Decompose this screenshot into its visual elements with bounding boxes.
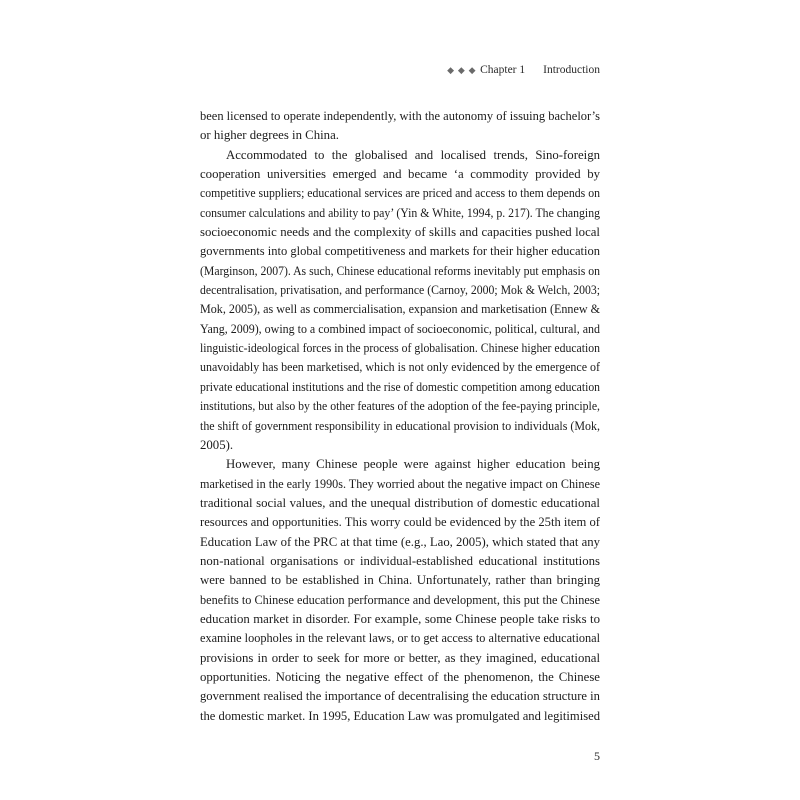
- page-number: 5: [594, 749, 600, 763]
- text-line-content: decentralisation, privatisation, and performance (Carnoy, 2000; Mok & Welch, 2003;: [200, 283, 600, 298]
- text-line: [200, 455, 600, 474]
- text-line: [200, 165, 600, 184]
- chapter-title: Introduction: [543, 64, 600, 76]
- text-line-content: opportunities. Noticing the negative effect of the phenomenon, the Chinese: [200, 669, 600, 684]
- text-line: [200, 107, 600, 126]
- text-line: [200, 339, 600, 358]
- text-line-content: education market in disorder. For example, some Chinese people take risks to: [200, 611, 600, 626]
- text-line: [200, 417, 600, 436]
- text-line-content: examine loopholes in the relevant laws, or to get access to alternative educational: [200, 631, 600, 646]
- text-line-content: institutions, but also by the other features of the adoption of the fee-paying principle,: [200, 399, 600, 414]
- text-line-content: unavoidably has been marketised, which is not only evidenced by the emergence of: [200, 360, 600, 375]
- text-line-content: provisions in order to seek for more or better, as they imagined, educational: [200, 650, 600, 665]
- text-line-content: the domestic market. In 1995, Education Law was promulgated and legitimised: [200, 708, 600, 723]
- text-line: [200, 242, 600, 261]
- text-line: [200, 591, 600, 610]
- text-line-content: the shift of government responsibility in educational provision to individuals (Mok,: [200, 418, 600, 433]
- text-line: [200, 281, 600, 300]
- text-line: [200, 204, 600, 223]
- text-line-content: Mok, 2005), as well as commercialisation, expansion and marketisation (Ennew &: [200, 302, 600, 317]
- text-line: [200, 320, 600, 339]
- text-line-content: or higher degrees in China.: [200, 128, 339, 143]
- text-line: [200, 436, 600, 455]
- text-line: [200, 475, 600, 494]
- text-line-content: private educational institutions and the rise of domestic competition among education: [200, 379, 600, 394]
- text-line-content: (Marginson, 2007). As such, Chinese educational reforms inevitably put emphasis on: [200, 263, 600, 278]
- text-line: [200, 378, 600, 397]
- text-line: [200, 610, 600, 629]
- body-text: [200, 107, 600, 726]
- text-line: [200, 300, 600, 319]
- text-line: [200, 687, 600, 706]
- text-line-content: 2005).: [200, 437, 234, 452]
- paragraph: [200, 146, 600, 456]
- text-line: [200, 126, 600, 145]
- text-line-content: consumer calculations and ability to pay’ (Yin & White, 1994, p. 217). The changing: [200, 205, 600, 220]
- text-line-content: Education Law of the PRC at that time (e.g., Lao, 2005), which stated that any: [200, 534, 600, 549]
- text-line-content: government realised the importance of decentralising the education structure in: [200, 689, 600, 704]
- text-line-content: resources and opportunities. This worry could be evidenced by the 25th item of: [200, 515, 600, 530]
- text-line: [200, 668, 600, 687]
- text-line-content: marketised in the early 1990s. They worried about the negative impact on Chinese: [200, 476, 600, 491]
- text-line-content: Yang, 2009), owing to a combined impact of socioeconomic, political, cultural, and: [200, 321, 600, 336]
- text-line-content: non-national organisations or individual-established educational institutions: [200, 553, 600, 568]
- text-line: [200, 262, 600, 281]
- text-line: [200, 358, 600, 377]
- text-line: [200, 494, 600, 513]
- paragraph: [200, 455, 600, 726]
- text-line-content: linguistic-ideological forces in the process of globalisation. Chinese higher education: [200, 341, 600, 356]
- text-line-content: traditional social values, and the unequal distribution of domestic educational: [200, 495, 600, 510]
- text-line: [200, 707, 600, 726]
- text-line: [200, 184, 600, 203]
- paragraph: [200, 107, 600, 146]
- text-line: [200, 513, 600, 532]
- text-line: [200, 649, 600, 668]
- text-line-content: benefits to Chinese education performance and development, this put the Chinese: [200, 592, 600, 607]
- chapter-label: Chapter 1: [480, 64, 526, 76]
- text-line-content: cooperation universities emerged and became ‘a commodity provided by: [200, 167, 600, 182]
- text-line-content: However, many Chinese people were against higher education being: [226, 457, 600, 472]
- text-line-content: competitive suppliers; educational services are priced and access to them depends on: [200, 186, 600, 201]
- text-line: [200, 223, 600, 242]
- text-line-content: been licensed to operate independently, with the autonomy of issuing bachelor’s: [200, 109, 600, 123]
- text-line-content: Accommodated to the globalised and localised trends, Sino-foreign: [226, 147, 600, 162]
- text-line: [200, 397, 600, 416]
- running-header: [447, 62, 600, 78]
- text-line: [200, 629, 600, 648]
- text-line: [200, 552, 600, 571]
- text-line-content: governments into global competitiveness and markets for their higher education: [200, 244, 600, 259]
- text-line: [200, 533, 600, 552]
- text-line-content: were banned to be established in China. Unfortunately, rather than bringing: [200, 573, 600, 588]
- text-line: [200, 571, 600, 590]
- text-line: [200, 146, 600, 165]
- diamond-marks-icon: ◆ ◆ ◆: [447, 66, 477, 76]
- text-line-content: socioeconomic needs and the complexity of skills and capacities pushed local: [200, 225, 600, 240]
